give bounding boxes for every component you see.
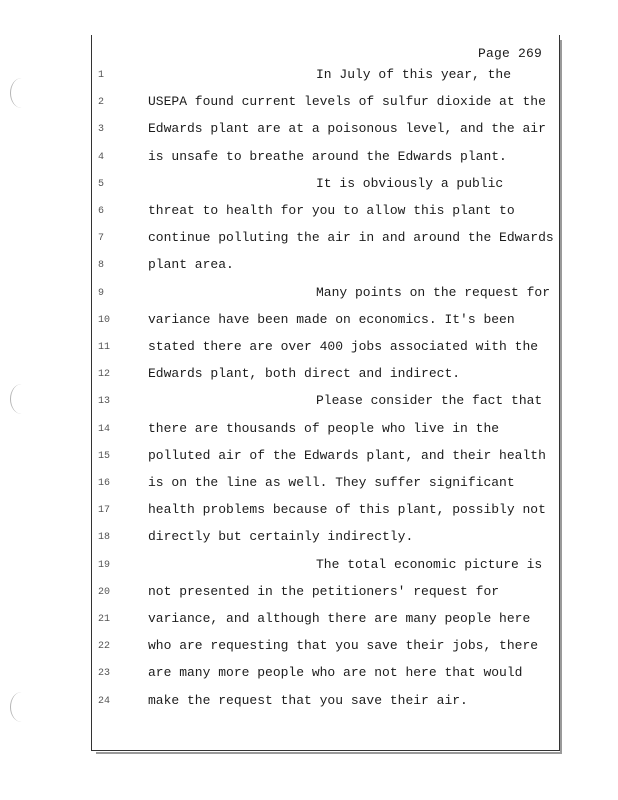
line-number: 23 [98, 668, 111, 680]
transcript-line-text: who are requesting that you save their jobs, there [148, 638, 539, 654]
transcript-line-text: USEPA found current levels of sulfur dioxide at the [148, 94, 546, 110]
line-number: 16 [98, 478, 111, 489]
line-number: 13 [98, 396, 111, 408]
line-number: 22 [98, 641, 111, 653]
line-number: 11 [98, 342, 111, 353]
frame-shadow [560, 40, 562, 752]
line-number: 2 [98, 97, 105, 109]
transcript-line-text: threat to health for you to allow this plant to [148, 203, 515, 218]
transcript-line-text: are many more people who are not here that would [148, 665, 523, 681]
line-number: 20 [98, 586, 111, 598]
transcript-line-text: make the request that you save their air. [148, 692, 468, 708]
page-number: Page 269 [478, 46, 543, 61]
transcript-line-text: plant area. [148, 257, 234, 273]
line-number: 9 [98, 287, 105, 299]
punch-hole-mark [10, 692, 33, 722]
line-number: 14 [98, 423, 111, 435]
transcript-line-text: health problems because of this plant, possibly not [148, 502, 546, 518]
transcript-line-text: variance, and although there are many people here [148, 611, 531, 626]
line-number: 10 [98, 314, 111, 326]
line-number: 3 [98, 124, 105, 136]
frame-shadow [96, 752, 562, 754]
transcript-line-text: In July of this year, the [316, 67, 512, 82]
line-number: 1 [98, 70, 105, 81]
line-number: 24 [98, 695, 111, 707]
punch-hole-mark [10, 384, 33, 414]
transcript-line-text: Please consider the fact that [316, 393, 543, 409]
line-number: 17 [98, 505, 111, 517]
transcript-line-text: not presented in the petitioners' request for [148, 583, 500, 599]
line-number: 8 [98, 260, 105, 272]
transcript-line-text: Edwards plant, both direct and indirect. [148, 366, 461, 382]
transcript-line-text: Edwards plant are at a poisonous level, and the air [148, 121, 546, 137]
transcript-line-text: The total economic picture is [316, 556, 543, 572]
transcript-line-text: It is obviously a public [316, 175, 504, 191]
transcript-line-text: directly but certainly indirectly. [148, 529, 414, 545]
line-number: 18 [98, 532, 111, 544]
transcript-line-text: polluted air of the Edwards plant, and their health [148, 447, 546, 463]
punch-hole-mark [10, 78, 33, 108]
line-number: 19 [98, 559, 111, 571]
line-number: 7 [98, 233, 105, 245]
transcript-line-text: is on the line as well. They suffer significant [148, 475, 515, 490]
transcript-line-text: there are thousands of people who live in the [148, 420, 500, 436]
line-number: 4 [98, 151, 105, 163]
line-number: 21 [98, 614, 111, 625]
transcript-line-text: is unsafe to breathe around the Edwards plant. [148, 148, 507, 164]
transcript-line-text: continue polluting the air in and around the Edwards [148, 230, 554, 246]
transcript-line-text: Many points on the request for [316, 284, 551, 300]
line-number: 12 [98, 369, 111, 381]
transcript-line-text: variance have been made on economics. It's been [148, 311, 515, 327]
line-number: 15 [98, 450, 111, 462]
line-number: 6 [98, 206, 105, 217]
line-number: 5 [98, 178, 105, 190]
transcript-line-text: stated there are over 400 jobs associated with the [148, 339, 539, 354]
